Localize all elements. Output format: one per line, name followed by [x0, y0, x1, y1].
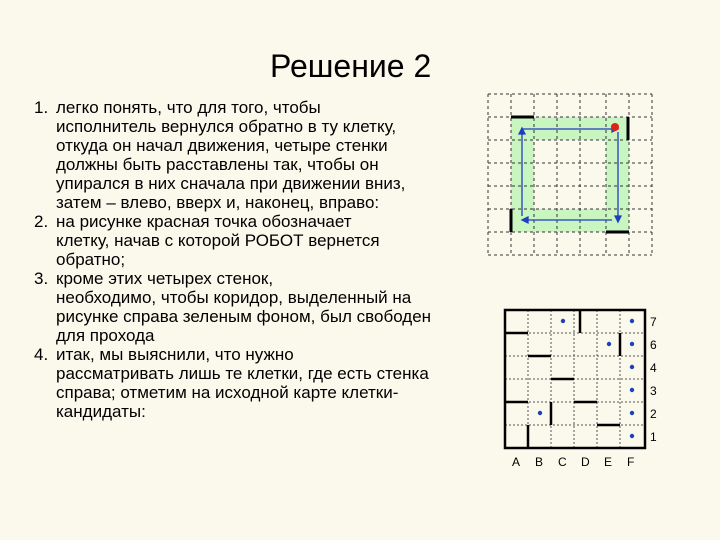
item-lead: кроме этих четырех стенок,	[56, 269, 274, 288]
row-label: 7	[650, 315, 657, 329]
slide-title: Решение 2	[270, 48, 432, 84]
start-point-dot	[611, 123, 619, 131]
column-label: C	[558, 455, 567, 469]
column-label: B	[535, 455, 544, 469]
item-text: клетку, начав с которой РОБОТ вернется обратно;	[56, 231, 380, 269]
row-label: 4	[650, 361, 657, 375]
map-border	[505, 310, 645, 448]
item-number: 4.	[34, 345, 49, 364]
dashed-grid	[488, 94, 652, 255]
map-column-labels	[505, 455, 645, 471]
column-label: E	[604, 455, 613, 469]
column-label: A	[512, 455, 521, 469]
item-text: необходимо, чтобы коридор, выделенный на рисунке справа зеленым фоном, был свободен для прохода	[56, 288, 432, 345]
solution-text	[34, 98, 434, 421]
solution-item-3	[34, 269, 434, 345]
solution-item-2	[34, 212, 434, 269]
item-text: исполнитель вернулся обратно в ту клетку, откуда он начал движения, четыре стенки должны быть расставлены так, чтобы он упирался в них сначала при движении вниз, затем – влево, вверх и, наконец, вправо:	[56, 117, 406, 212]
item-number: 2.	[34, 212, 49, 231]
column-label: D	[581, 455, 590, 469]
row-label: 2	[650, 407, 657, 421]
path-arrows	[519, 126, 621, 223]
map-walls	[505, 310, 620, 448]
candidate-dots	[538, 319, 634, 438]
row-label: 3	[650, 384, 657, 398]
walls	[511, 117, 629, 232]
item-text: рассматривать лишь те клетки, где есть стенка справа; отметим на исходной карте клетки-кандидаты:	[56, 364, 429, 421]
solution-item-4	[34, 345, 434, 421]
item-number: 1.	[34, 98, 49, 117]
column-label: F	[627, 455, 635, 469]
item-lead: легко понять, что для того, чтобы	[56, 98, 321, 117]
item-lead: итак, мы выяснили, что нужно	[56, 345, 294, 364]
solution-item-1	[34, 98, 434, 212]
row-label: 6	[650, 338, 657, 352]
item-number: 3.	[34, 269, 49, 288]
item-lead: на рисунке красная точка обозначает	[56, 212, 352, 231]
row-label: 1	[650, 430, 657, 444]
map-grid	[505, 310, 645, 448]
corridor-highlight	[511, 117, 629, 232]
